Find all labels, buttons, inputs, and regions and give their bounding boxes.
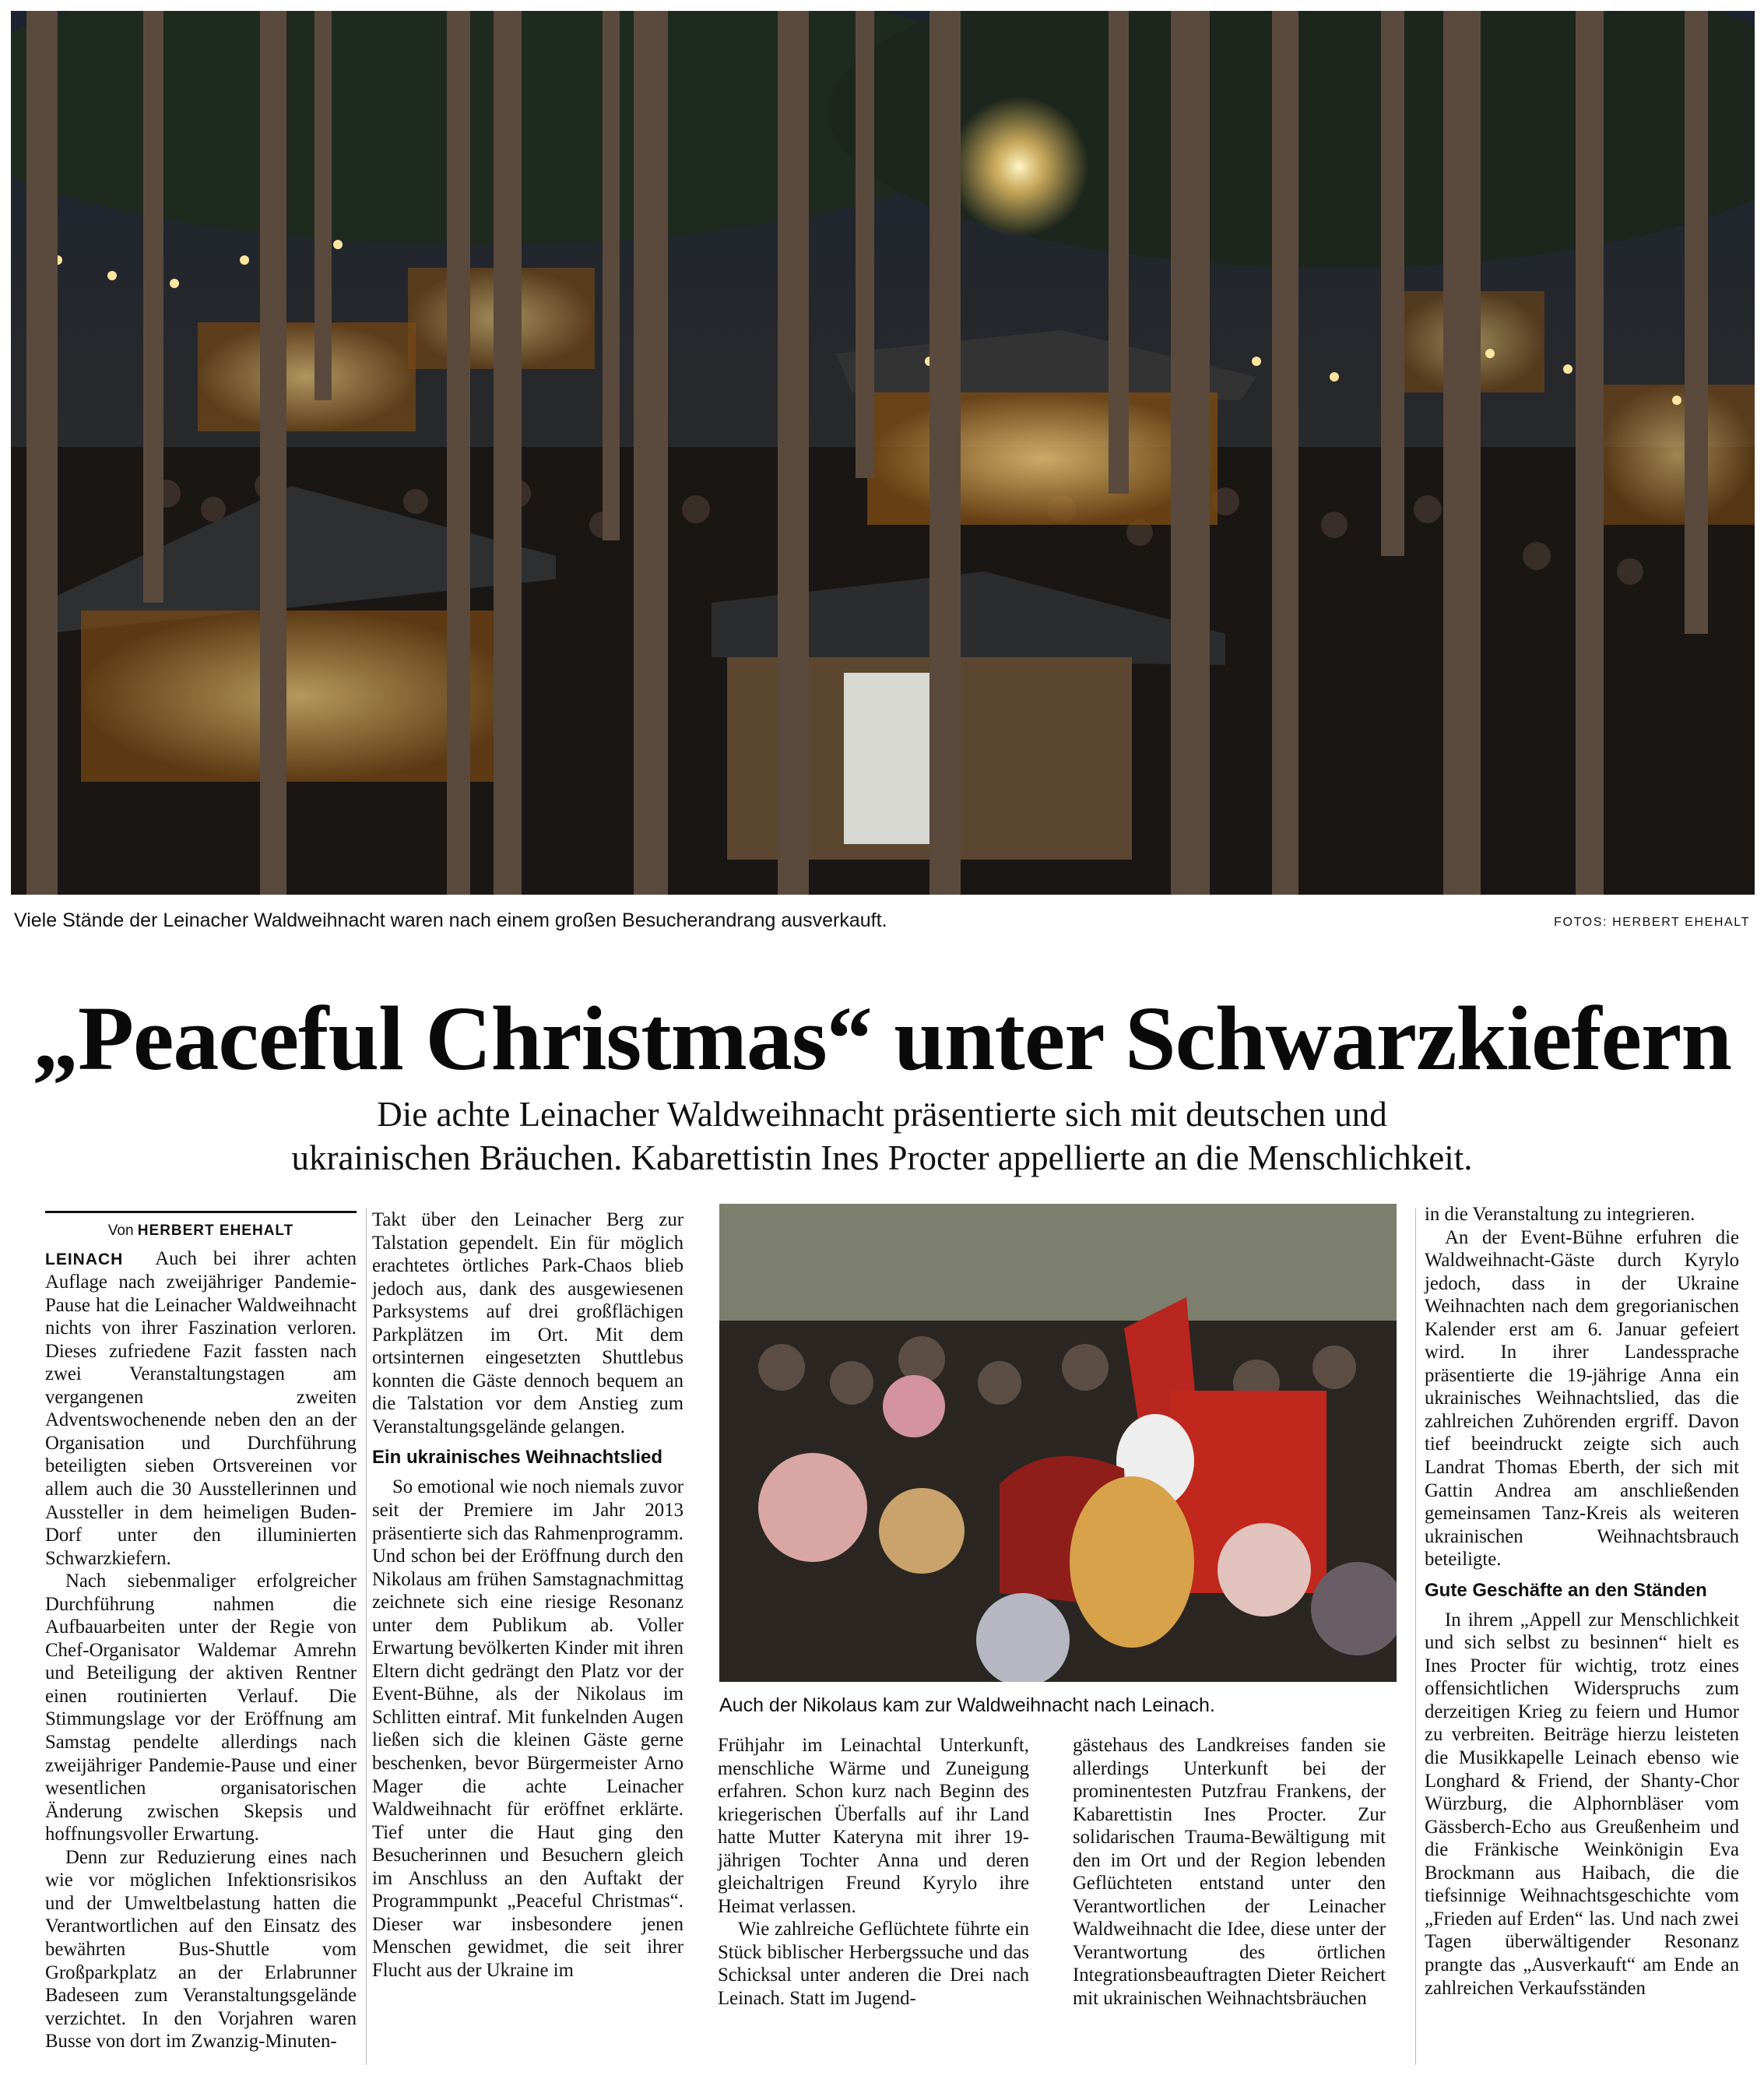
byline-prefix: Von [107, 1222, 134, 1239]
paragraph: gästehaus des Landkreises fanden sie allerdings Unterkunft bei der prominentesten Putzfrau Frankens, der Kabarettistin Ines Procter. Zur solidarischen Trauma-Bewältigung mit den im Ort und der Region lebenden Geflüchteten entstand unter den Verantwortlichen der Leinacher Waldweihnacht die Idee, diese unter der Verantwortung des örtlichen Integrationsbeauftragten Dieter Reichert mit ukrainischen Weihnachtsbräuchen [1073, 1735, 1386, 2010]
nikolaus-children-image [719, 1204, 1397, 1682]
article-column-2 [372, 1208, 683, 1982]
column-divider [1415, 1208, 1416, 2065]
forest-market-image [11, 11, 1755, 895]
paragraph-text: Auch bei ihrer achten Auflage nach zweijähriger Pandemie-Pause hat die Leinacher Waldweihnacht nichts von ihrer Faszination verloren. Dieses zufriedene Fazit fassten nach zwei Veranstaltungstagen am vergangenen zweiten Adventswochenende neben den an der Organisation und Durchführung beteiligten sieben Ortsvereinen vor allem auch die 30 Ausstellerinnen und Aussteller in dem heimeligen Buden-Dorf unter den illuminierten Schwarzkiefern. [45, 1247, 357, 1569]
paragraph: Frühjahr im Leinachtal Unterkunft, menschliche Wärme und Zuneigung erfahren. Schon kurz nach Beginn des kriegerischen Überfalls auf ihr Land hatte Mutter Kateryna mit ihrer 19-jährigen Tochter Anna und deren gleichaltrigen Freund Kyrylo ihre Heimat verlassen. [718, 1735, 1029, 1917]
subheadline [0, 1093, 1764, 1180]
article-column-4 [1073, 1734, 1386, 2010]
inset-photo [719, 1204, 1397, 1682]
article-column-1 [45, 1211, 357, 2053]
main-photo [11, 11, 1755, 895]
article-column-5 [1425, 1203, 1739, 2000]
paragraph: in die Veranstaltung zu integrieren. [1425, 1204, 1695, 1225]
main-photo-caption: Viele Stände der Leinacher Waldweihnacht waren nach einem großen Besucherandrang ausverkauft. [14, 909, 887, 931]
article-column-3 [718, 1734, 1029, 2010]
paragraph: Takt über den Leinacher Berg zur Talstation gependelt. Ein für möglich erachtetes örtliches Park-Chaos blieb jedoch aus, dank des ausgewiesenen Parksystems auf drei großflächigen Parkplätzen im Ort. Mit dem ortsinternen eingesetzten Shuttlebus konnten die Gäste dennoch bequem an die Talstation vor dem Anstieg zum Veranstaltungsgelände gelangen. [372, 1209, 683, 1437]
subheadline-line-2: ukrainischen Bräuchen. Kabarettistin Ines Procter appellierte an die Menschlichkeit. [291, 1138, 1473, 1177]
paragraph: Wie zahlreiche Geflüchtete führte ein Stück biblischer Herbergssuche und das Schicksal unter anderen die Drei nach Leinach. Statt im Jugend- [718, 1919, 1029, 2010]
paragraph: So emotional wie noch niemals zuvor seit der Premiere im Jahr 2013 präsentierte sich das Rahmenprogramm. Und schon bei der Eröffnung durch den Nikolaus am frühen Samstagnachmittag zeichnete sich eine riesige Resonanz unter dem Publikum ab. Voller Erwartung bevölkerten Kinder mit ihren Eltern dicht gedrängt den Platz vor der Event-Bühne, als der Nikolaus im Schlitten eintraf. Mit funkelnden Augen ließen sich die kleinen Gäste gerne beschenken, bevor Bürgermeister Arno Mager die achte Leinacher Waldweihnacht für eröffnet erklärte. Tief unter die Haut ging den Besucherinnen und Besuchern gleich im Anschluss an den Auftakt der Programmpunkt „Peaceful Christmas“. Dieser war insbesondere jenen Menschen gewidmet, die seit ihrer Flucht aus der Ukraine im [372, 1476, 683, 1981]
paragraph: Nach siebenmaliger erfolgreicher Durchführung nahmen die Aufbauarbeiten unter der Regie von Chef-Organisator Waldemar Amrehn und Beteiligung der aktiven Rentner einen routinierten Verlauf. Die Stimmungslage vor der Eröffnung am Samstag pendelte allerdings nach zweijähriger Pandemie-Pause und einer wesentlichen organisatorischen Änderung zwischen Skepsis und hoffnungsvoller Erwartung. [45, 1571, 357, 1845]
column-divider [366, 1208, 367, 2065]
byline-author: HERBERT EHEHALT [137, 1222, 294, 1239]
headline: „Peaceful Christmas“ unter Schwarzkiefern [32, 987, 1732, 1089]
paragraph: In ihrem „Appell zur Menschlichkeit und sich selbst zu besinnen“ hielt es Ines Procter für wichtig, trotz eines offensichtlichen Widerspruchs zum derzeitigen Krieg zu feiern und Humor zu verbreiten. Beiträge hierzu leisteten die Musikkapelle Leinach ebenso wie Longhard & Friend, der Shanty-Chor Würzburg, die Alphornbläser vom Gässberch-Echo aus Greußenheim und die Fränkische Weinkönigin Eva Brockmann aus Haibach, die die tiefsinnige Weihnachtsgeschichte vom „Frieden auf Erden“ las. Und nach zwei Tagen überwältigender Resonanz prangte das „Ausverkauft“ am Ende an zahlreichen Verkaufsständen [1425, 1609, 1739, 1999]
paragraph: An der Event-Bühne erfuhren die Waldweihnacht-Gäste durch Kyrylo jedoch, dass in der Ukraine Weihnachten nach dem gregorianischen Kalender erst am 6. Januar gefeiert wird. In ihrer Landessprache präsentierte die 19-jährige Anna ein ukrainisches Weihnachtslied, das die zahlreichen Zuhörenden ergriff. Davon tief beeindruckt zeigte sich auch Landrat Thomas Eberth, der sich mit Gattin Andrea am anschließenden gemeinsamen Tanz-Kreis als weiteren ukrainischen Weihnachtsbrauch beteiligte. [1425, 1226, 1739, 1571]
byline [45, 1211, 357, 1247]
section-heading: Ein ukrainisches Weihnachtslied [372, 1447, 663, 1469]
inset-photo-caption: Auch der Nikolaus kam zur Waldweihnacht nach Leinach. [719, 1694, 1215, 1716]
dateline: LEINACH [45, 1250, 124, 1268]
photo-credit: FOTOS: HERBERT EHEHALT [1554, 916, 1750, 929]
subheadline-line-1: Die achte Leinacher Waldweihnacht präsentierte sich mit deutschen und [377, 1095, 1387, 1134]
paragraph: Denn zur Reduzierung eines nach wie vor möglichen Infektionsrisikos und der Umweltbelastung hatten die Verantwortlichen auf den Einsatz des bewährten Bus-Shuttle vom Großparkplatz an der Erlabrunner Badeseen zum Veranstaltungsgelände verzichtet. In den Vorjahren waren Busse von dort im Zwanzig-Minuten- [45, 1846, 357, 2053]
paragraph [45, 1247, 357, 1571]
section-heading: Gute Geschäfte an den Ständen [1425, 1579, 1707, 1601]
